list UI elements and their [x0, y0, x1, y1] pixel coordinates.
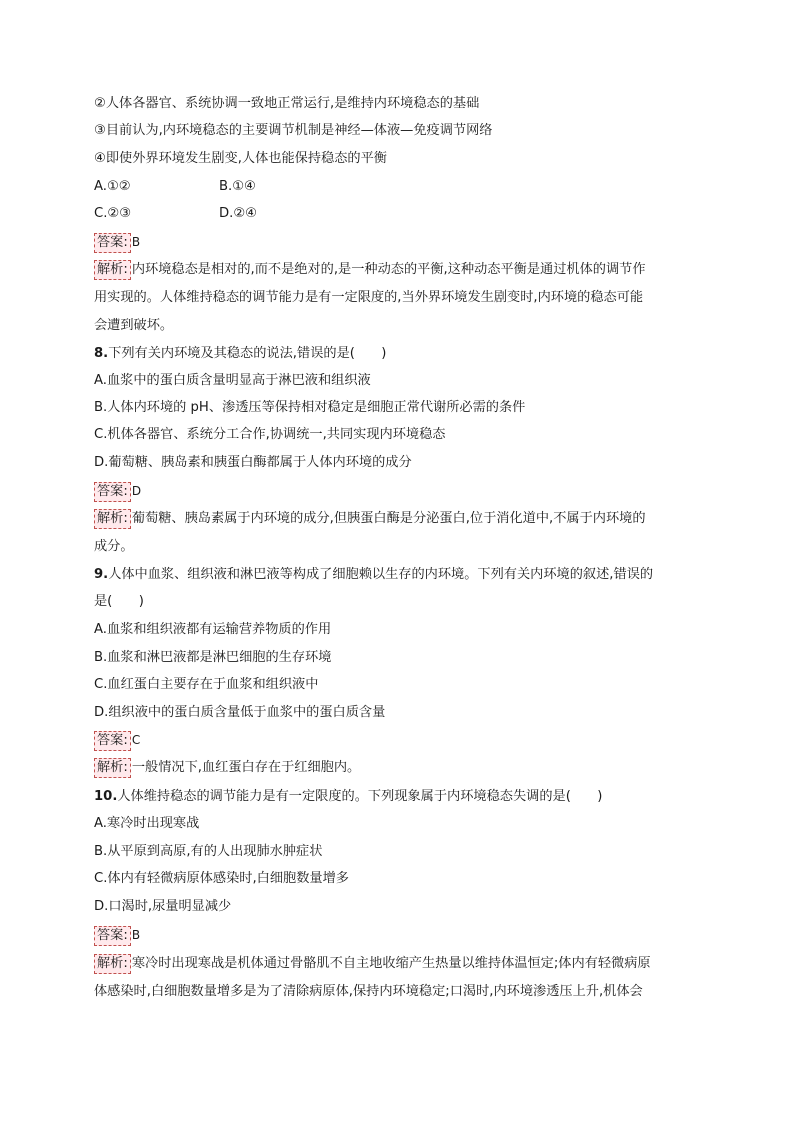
analysis-text: 葡萄糖、胰岛素属于内环境的成分,但胰蛋白酶是分泌蛋白,位于消化道中,不属于内环境的 — [131, 511, 646, 526]
q9-stem-line-1 — [94, 565, 653, 585]
statement-2: ②人体各器官、系统协调一致地正常运行,是维持内环境稳态的基础 — [94, 96, 480, 111]
statement-3: ③目前认为,内环境稳态的主要调节机制是神经—体液—免疫调节网络 — [94, 123, 493, 138]
q9-answer — [94, 730, 140, 751]
q8-analysis-line-1 — [94, 509, 646, 529]
question-number: 9. — [94, 567, 109, 582]
analysis-text: 寒冷时出现寒战是机体通过骨骼肌不自主地收缩产生热量以维持体温恒定;体内有轻微病原 — [131, 956, 651, 971]
q8-option-c: C.机体各器官、系统分工合作,协调统一,共同实现内环境稳态 — [94, 427, 446, 442]
answer-value: B — [131, 928, 141, 942]
q9-stem-line-2: 是( ) — [94, 594, 144, 609]
q10-option-c: C.体内有轻微病原体感染时,白细胞数量增多 — [94, 871, 349, 886]
answer-value: B — [131, 235, 141, 249]
analysis-text: 内环境稳态是相对的,而不是绝对的,是一种动态的平衡,这种动态平衡是通过机体的调节作 — [131, 262, 646, 277]
analysis-text: 一般情况下,血红蛋白存在于红细胞内。 — [131, 760, 361, 775]
q9-analysis-line-1 — [94, 758, 360, 778]
question-text: 人体中血浆、组织液和淋巴液等构成了细胞赖以生存的内环境。下列有关内环境的叙述,错误的 — [108, 567, 654, 582]
q10-answer — [94, 925, 140, 946]
answer-tag: 答案: — [94, 482, 131, 502]
q7-analysis-line-3: 会遭到破坏。 — [94, 318, 174, 333]
analysis-tag: 解析: — [94, 260, 131, 280]
q7-option-b: B.①④ — [219, 179, 256, 194]
question-text: 人体维持稳态的调节能力是有一定限度的。下列现象属于内环境稳态失调的是( ) — [117, 789, 603, 804]
q7-option-d: D.②④ — [219, 206, 257, 221]
answer-tag: 答案: — [94, 731, 131, 751]
q9-option-d: D.组织液中的蛋白质含量低于血浆中的蛋白质含量 — [94, 705, 386, 720]
q7-analysis-line-1 — [94, 260, 646, 280]
answer-value: D — [131, 484, 142, 498]
question-number: 10. — [94, 789, 118, 804]
q8-stem — [94, 344, 386, 364]
q8-answer — [94, 481, 141, 502]
analysis-tag: 解析: — [94, 954, 131, 974]
q10-analysis-line-2: 体感染时,白细胞数量增多是为了清除病原体,保持内环境稳定;口渴时,内环境渗透压上升,机体会 — [94, 984, 643, 999]
q7-answer — [94, 232, 140, 253]
q8-option-b: B.人体内环境的 pH、渗透压等保持相对稳定是细胞正常代谢所必需的条件 — [94, 400, 526, 415]
analysis-tag: 解析: — [94, 758, 131, 778]
q10-option-d: D.口渴时,尿量明显减少 — [94, 899, 232, 914]
q9-option-c: C.血红蛋白主要存在于血浆和组织液中 — [94, 677, 319, 692]
q9-option-b: B.血浆和淋巴液都是淋巴细胞的生存环境 — [94, 650, 332, 665]
q10-analysis-line-1 — [94, 954, 651, 974]
question-number: 8. — [94, 346, 109, 361]
q7-analysis-line-2: 用实现的。人体维持稳态的调节能力是有一定限度的,当外界环境发生剧变时,内环境的稳态可能 — [94, 290, 644, 305]
q10-option-b: B.从平原到高原,有的人出现肺水肿症状 — [94, 844, 323, 859]
q9-option-a: A.血浆和组织液都有运输营养物质的作用 — [94, 622, 332, 637]
q8-option-a: A.血浆中的蛋白质含量明显高于淋巴液和组织液 — [94, 373, 371, 388]
statement-4: ④即使外界环境发生剧变,人体也能保持稳态的平衡 — [94, 151, 387, 166]
analysis-tag: 解析: — [94, 509, 131, 529]
answer-tag: 答案: — [94, 233, 131, 253]
q8-analysis-line-2: 成分。 — [94, 539, 134, 554]
q10-option-a: A.寒冷时出现寒战 — [94, 816, 200, 831]
q7-option-a: A.①② — [94, 179, 131, 194]
q10-stem — [94, 787, 602, 807]
q7-option-c: C.②③ — [94, 206, 132, 221]
answer-value: C — [131, 733, 141, 747]
answer-tag: 答案: — [94, 926, 131, 946]
question-text: 下列有关内环境及其稳态的说法,错误的是( ) — [108, 346, 387, 361]
q8-option-d: D.葡萄糖、胰岛素和胰蛋白酶都属于人体内环境的成分 — [94, 455, 412, 470]
